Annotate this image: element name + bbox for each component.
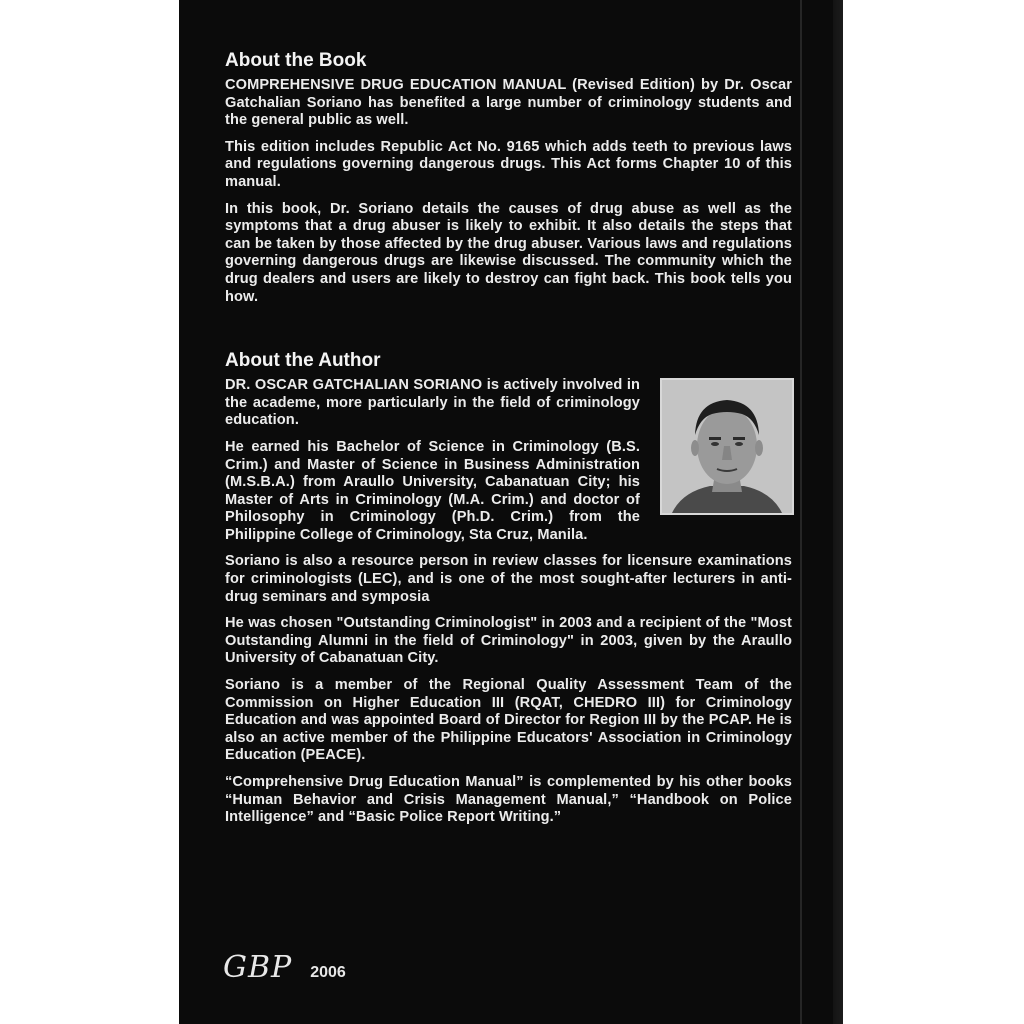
publisher-logo: GBP [223,950,293,985]
cover-fold-line [800,0,802,1024]
publisher-footer [223,950,346,985]
about-author-paragraph: Soriano is a member of the Regional Quality Assessment Team of the Commission on Higher Education III (RQAT, CHEDRO III) for Criminology Education and was appointed Board of Director for Region III by the PCAP. He is also an active member of the Philippine Educators' Association in Criminology Education (PEACE). [225,677,792,764]
about-book-paragraph: COMPREHENSIVE DRUG EDUCATION MANUAL (Revised Edition) by Dr. Oscar Gatchalian Soriano has benefited a large number of criminology students and the general public as well. [225,77,792,129]
about-book-section [225,50,792,306]
about-author-heading: About the Author [225,350,381,372]
book-back-cover [179,0,843,1024]
about-author-paragraph: He was chosen "Outstanding Criminologist" in 2003 and a recipient of the "Most Outstanding Alumni in the field of Criminology" in 2003, given by the Araullo University of Cabanatuan City. [225,615,792,667]
about-book-paragraph: This edition includes Republic Act No. 9165 which adds teeth to previous laws and regulations governing dangerous drugs. This Act forms Chapter 10 of this manual. [225,138,792,190]
about-author-paragraph: “Comprehensive Drug Education Manual” is complemented by his other books “Human Behavior and Crisis Management Manual,” “Handbook on Police Intelligence” and “Basic Police Report Writing.” [225,774,792,826]
cover-edge [833,0,843,1024]
author-portrait-icon [662,380,792,513]
author-photo [660,378,794,515]
about-book-heading: About the Book [225,50,367,71]
about-book-paragraph: In this book, Dr. Soriano details the causes of drug abuse as well as the symptoms that a drug abuser is likely to exhibit. It also details the steps that can be taken by those affected by the drug abuser. Various laws and regulations governing dangerous drugs are likewise discussed. The community which the drug dealers and users are likely to destroy can fight back. This book tells you how. [225,200,792,305]
about-author-paragraph: He earned his Bachelor of Science in Criminology (B.S. Crim.) and Master of Science in Business Administration (M.S.B.A.) from Araullo University, Cabanatuan City; his Master of Arts in Criminology (M.A. Crim.) and doctor of Philosophy in Criminology (Ph.D. Crim.) from the Philippine College of Criminology, Sta Cruz, Manila. [225,438,640,543]
about-author-paragraph: Soriano is also a resource person in review classes for licensure examinations for criminologists (LEC), and is one of the most sought-after lecturers in anti-drug seminars and symposia [225,553,792,605]
cover-content [225,50,792,836]
about-author-paragraph: DR. OSCAR GATCHALIAN SORIANO is actively involved in the academe, more particularly in the field of criminology education. [225,377,640,429]
about-author-section [225,350,792,827]
publication-year: 2006 [310,964,346,981]
